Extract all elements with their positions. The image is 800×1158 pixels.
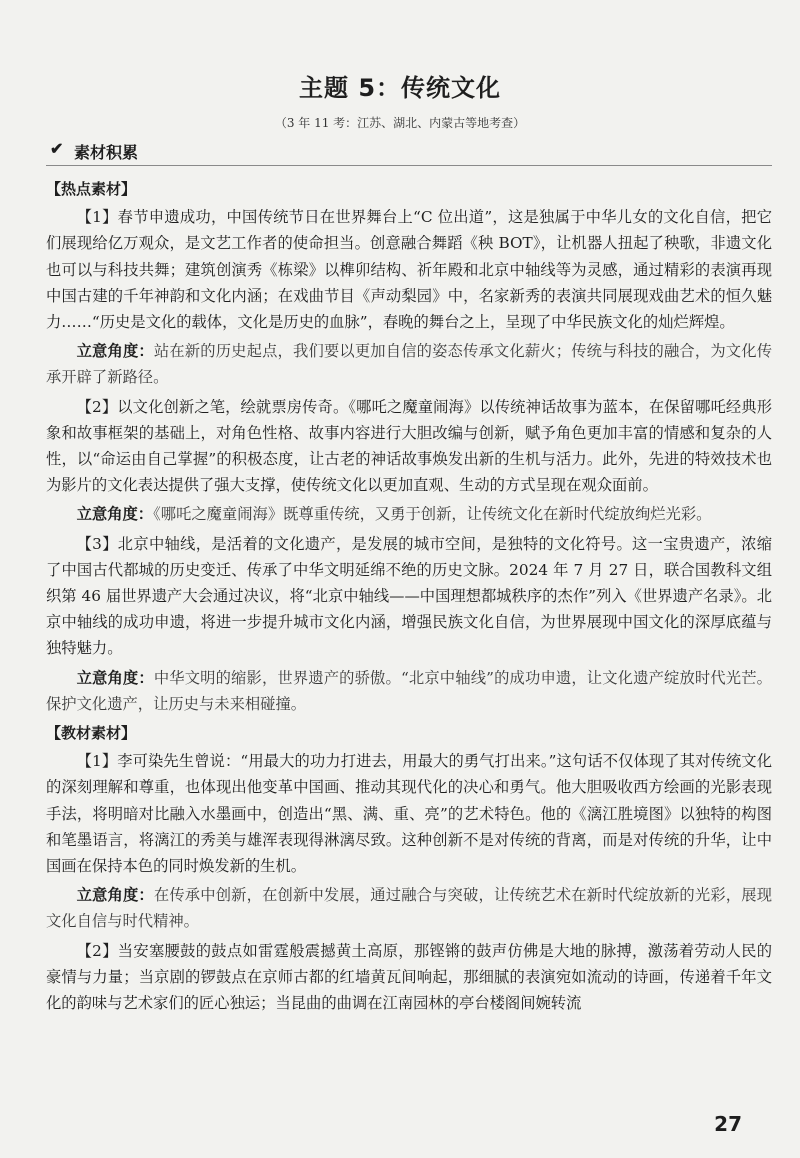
hot-material-header: 【热点素材】 [46,180,137,198]
section-title: 素材积累 [74,143,139,162]
hot-item-2-angle [46,501,772,527]
angle-label: 立意角度： [76,668,154,687]
section-header [46,139,772,166]
angle-label: 立意角度： [76,886,154,905]
angle-label: 立意角度： [76,505,154,524]
angle-text: 在传承中创新，在创新中发展，通过融合与突破，让传统艺术在新时代绽放新的光彩，展现文化自信与时代精神。 [46,886,772,931]
textbook-item-1-angle [46,882,772,934]
hot-item-3-angle [46,665,772,717]
textbook-item-2-text: 【2】当安塞腰鼓的鼓点如雷霆般震撼黄土高原，那铿锵的鼓声仿佛是大地的脉搏，激荡着劳动人民的豪情与力量；当京剧的锣鼓点在京师古都的红墙黄瓦间响起，那细腻的表演宛如流动的诗画，传递着千年文化的韵味与艺术家们的匠心独运；当昆曲的曲调在江南园林的亭台楼阁间婉转流 [46,941,772,1013]
hot-item-1-text: 【1】春节申遗成功，中国传统节日在世界舞台上“C 位出道”，这是独属于中华儿女的文化自信，把它们展现给亿万观众，是文艺工作者的使命担当。创意融合舞蹈《秧 BOT》，让机器人扭起了秧歌，非遗文化也可以与科技共舞；建筑创演秀《栋梁》以榫卯结构、祈年殿和北京中轴线等为灵感，通过精彩的表演再现中国古建的千年神韵和文化内涵；在戏曲节目《声动梨园》中，名家新秀的表演共同展现戏曲艺术的恒久魅力……“历史是文化的载体，文化是历史的血脉”，春晚的舞台之上，呈现了中华民族文化的灿烂辉煌。 [46,208,772,332]
hot-item-2-text: 【2】以文化创新之笔，绘就票房传奇。《哪吒之魔童闹海》以传统神话故事为蓝本，在保留哪吒经典形象和故事框架的基础上，对角色性格、故事内容进行大胆改编与创新，赋予角色更加丰富的情感和复杂的人性，以“命运由自己掌握”的积极态度，让古老的神话故事焕发出新的生机与活力。此外，先进的特效技术也为影片的文化表达提供了强大支撑，使传统文化以更加直观、生动的方式呈现在观众面前。 [46,397,772,495]
angle-text: 《哪吒之魔童闹海》既尊重传统，又勇于创新，让传统文化在新时代绽放绚烂光彩。 [153,505,712,524]
textbook-item-1-text: 【1】李可染先生曾说：“用最大的功力打进去，用最大的勇气打出来。”这句话不仅体现了其对传统文化的深刻理解和尊重，也体现出他变革中国画、推动其现代化的决心和勇气。他大胆吸收西方绘画的光影表现手法，将明暗对比融入水墨画中，创造出“黑、满、重、亮”的艺术特色。他的《漓江胜境图》以独特的构图和笔墨语言，将漓江的秀美与雄浑表现得淋漓尽致。这种创新不是对传统的背离，而是对传统的升华，让中国画在保持本色的同时焕发新的生机。 [46,752,772,876]
hot-item-3-text: 【3】北京中轴线，是活着的文化遗产，是发展的城市空间，是独特的文化符号。这一宝贵遗产，浓缩了中国古代都城的历史变迁、传承了中华文明延绵不绝的历史文脉。2024 年 7 月 27 日，联合国教科文组织第 46 届世界遗产大会通过决议，将“北京中轴线——中国理想都城秩序的杰作”列入《世界遗产名录》。北京中轴线的成功申遗，将进一步提升城市文化内涵，增强民族文化自信，为世界展现中国文化的深厚底蕴与独特魅力。 [46,534,772,658]
angle-label: 立意角度： [76,342,154,361]
angle-text: 站在新的历史起点，我们要以更加自信的姿态传承文化薪火；传统与科技的融合，为文化传承开辟了新路径。 [46,342,772,387]
page-number: 27 [714,1112,742,1136]
textbook-material-header: 【教材素材】 [46,724,137,743]
hot-item-1-angle [46,338,772,390]
content [46,176,772,1019]
angle-text: 中华文明的缩影，世界遗产的骄傲。“北京中轴线”的成功申遗，让文化遗产绽放时代光芒。保护文化遗产，让历史与未来相碰撞。 [46,668,772,713]
page-subtitle: （3 年 11 考：江苏、湖北、内蒙古等地考查） [274,116,526,130]
check-icon: ✔ [50,139,64,158]
page-title: 主题 5：传统文化 [298,74,502,102]
